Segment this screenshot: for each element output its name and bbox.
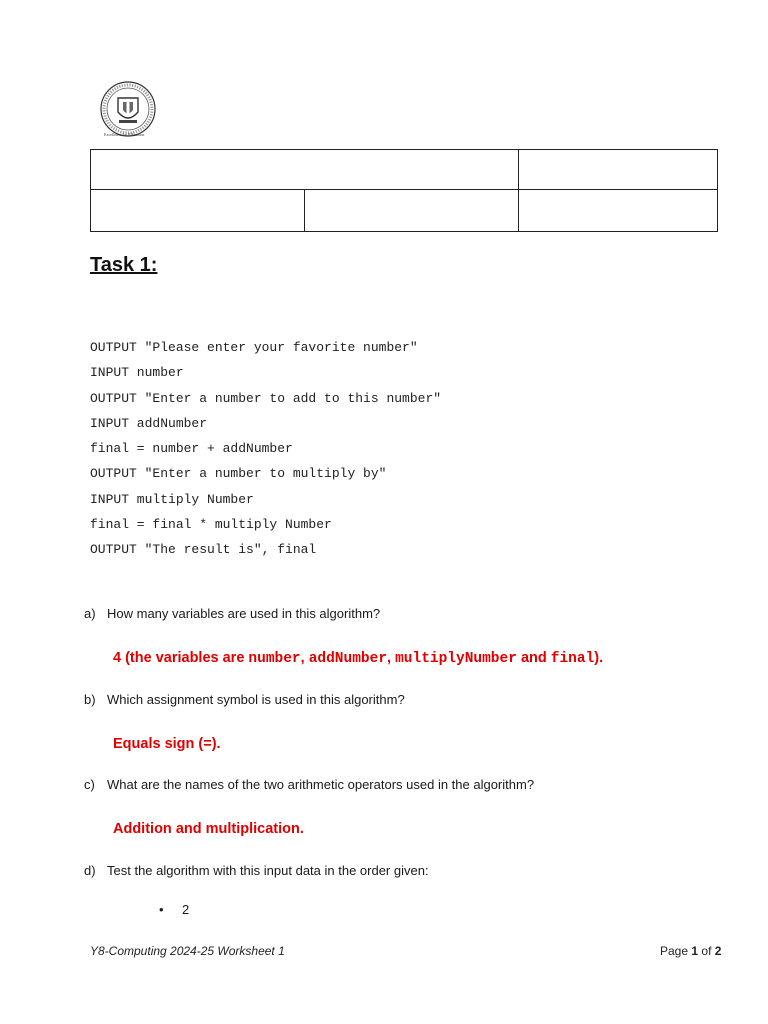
code-line: OUTPUT "Enter a number to add to this number": [90, 390, 442, 406]
list-item-value: 2: [182, 902, 190, 917]
answer-variable: addNumber: [308, 651, 388, 667]
page-word: Page: [660, 944, 689, 958]
question-text: Which assignment symbol is used in this algorithm?: [107, 692, 405, 707]
answer-text: 4 (the variables are: [113, 650, 249, 666]
question-c: [84, 777, 534, 792]
page-total: 2: [714, 944, 722, 958]
list-item: [159, 902, 189, 917]
answer-separator: ,: [387, 650, 396, 666]
header-info-table: [90, 149, 718, 232]
code-line: final = number + addNumber: [90, 441, 293, 457]
info-cell-top-right: [519, 150, 718, 190]
info-cell-bottom-left: [91, 190, 305, 232]
bullet-icon: •: [159, 902, 164, 917]
answer-b: Equals sign (=).: [113, 736, 221, 752]
question-label: b): [84, 692, 96, 707]
page-number: [660, 944, 721, 958]
answer-variable: final: [550, 651, 595, 667]
page-current: 1: [691, 944, 699, 958]
code-line: OUTPUT "Enter a number to multiply by": [90, 466, 387, 482]
answer-separator: and: [516, 650, 551, 666]
task-title: Task 1:: [90, 254, 158, 276]
question-b: [84, 692, 405, 707]
school-logo: [99, 80, 157, 138]
footer-title: Y8-Computing 2024-25 Worksheet 1: [90, 944, 285, 958]
question-text: Test the algorithm with this input data in the order given:: [107, 863, 429, 878]
pseudocode-block: [90, 339, 441, 567]
code-line: INPUT multiply Number: [90, 491, 254, 507]
code-line: INPUT addNumber: [90, 415, 208, 431]
logo-caption: Excellence for Education: [104, 132, 145, 137]
code-line: OUTPUT "The result is", final: [90, 542, 317, 558]
question-label: a): [84, 606, 96, 621]
page-of-word: of: [701, 944, 712, 958]
answer-c: Addition and multiplication.: [113, 821, 304, 837]
answer-variable: number: [248, 651, 301, 667]
question-label: d): [84, 863, 96, 878]
answer-variable: multiplyNumber: [395, 651, 517, 667]
question-label: c): [84, 777, 95, 792]
answer-separator: ,: [300, 650, 309, 666]
question-text: How many variables are used in this algorithm?: [107, 606, 381, 621]
info-cell-bottom-right: [519, 190, 718, 232]
answer-a: [113, 650, 603, 667]
info-cell-name: [91, 150, 519, 190]
info-cell-bottom-middle: [305, 190, 519, 232]
code-line: final = final * multiply Number: [90, 517, 332, 533]
question-d: [84, 863, 429, 878]
question-text: What are the names of the two arithmetic operators used in the algorithm?: [107, 777, 535, 792]
question-a: [84, 606, 380, 621]
answer-text: ).: [594, 650, 604, 666]
code-line: OUTPUT "Please enter your favorite number": [90, 340, 418, 355]
code-line: INPUT number: [90, 365, 184, 381]
